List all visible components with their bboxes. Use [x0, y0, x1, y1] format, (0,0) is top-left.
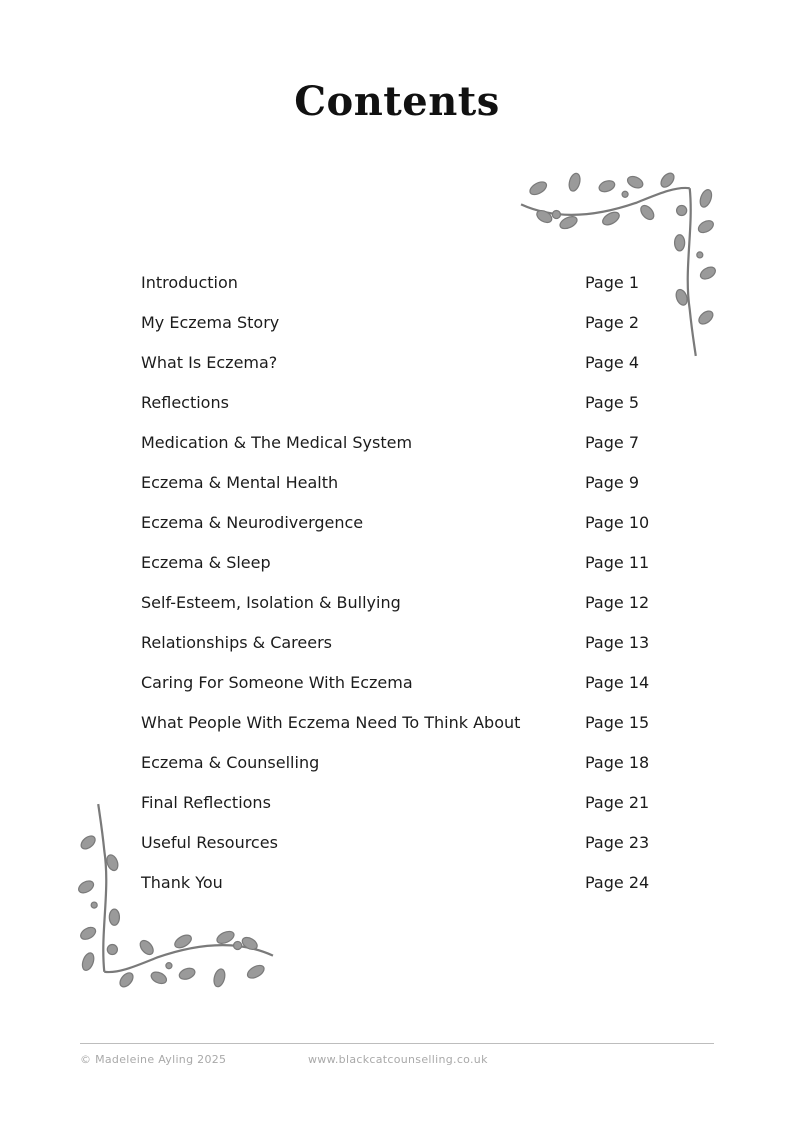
toc-entry-title: Eczema & Counselling: [141, 753, 320, 772]
toc-entry-title: Eczema & Neurodivergence: [141, 513, 364, 532]
toc-entry-page: Page 7: [585, 433, 639, 452]
toc-entry-page: Page 4: [585, 353, 639, 372]
toc-entry: [141, 544, 701, 584]
toc-entry: [141, 744, 701, 784]
toc-entry-title: Eczema & Mental Health: [141, 473, 339, 492]
toc-entry: [141, 264, 701, 304]
toc-entry: [141, 664, 701, 704]
toc-entry-title: What Is Eczema?: [141, 353, 278, 372]
toc-entry: [141, 704, 701, 744]
toc-entry-page: Page 18: [585, 753, 650, 772]
toc-entry-page: Page 24: [585, 873, 650, 892]
footer-copyright: © Madeleine Ayling 2025: [80, 1053, 227, 1066]
vine-corner-bottom-left-icon: [76, 800, 278, 992]
toc-entry: [141, 624, 701, 664]
toc-entry-title: Caring For Someone With Eczema: [141, 673, 413, 692]
toc-entry-page: Page 21: [585, 793, 650, 812]
toc-entry-page: Page 15: [585, 713, 650, 732]
toc-entry-page: Page 2: [585, 313, 639, 332]
toc-entry-page: Page 9: [585, 473, 639, 492]
toc-entry-title: What People With Eczema Need To Think About: [141, 713, 521, 732]
toc-entry-title: My Eczema Story: [141, 313, 280, 332]
toc-entry-page: Page 1: [585, 273, 639, 292]
toc-entry-page: Page 14: [585, 673, 650, 692]
toc-entry-title: Final Reflections: [141, 793, 271, 812]
toc-entry: [141, 504, 701, 544]
toc-entry: [141, 344, 701, 384]
toc-entry-page: Page 5: [585, 393, 639, 412]
toc-entry: [141, 464, 701, 504]
toc-entry: [141, 304, 701, 344]
toc-entry-page: Page 23: [585, 833, 650, 852]
toc-entry: [141, 584, 701, 624]
toc-entry-page: Page 11: [585, 553, 650, 572]
toc-entry-title: Thank You: [141, 873, 223, 892]
toc-entry-title: Introduction: [141, 273, 238, 292]
toc-entry-title: Self-Esteem, Isolation & Bullying: [141, 593, 401, 612]
footer-divider: [80, 1043, 714, 1044]
toc-entry: [141, 384, 701, 424]
toc-entry-page: Page 10: [585, 513, 650, 532]
toc-entry-title: Eczema & Sleep: [141, 553, 271, 572]
page-title: Contents: [294, 78, 500, 125]
toc-entry-title: Medication & The Medical System: [141, 433, 413, 452]
toc-entry-page: Page 12: [585, 593, 650, 612]
toc-entry-title: Relationships & Careers: [141, 633, 333, 652]
footer-website-link[interactable]: www.blackcatcounselling.co.uk: [308, 1053, 488, 1066]
toc-entry-title: Reflections: [141, 393, 229, 412]
toc-entry-title: Useful Resources: [141, 833, 278, 852]
toc-entry-page: Page 13: [585, 633, 650, 652]
toc-entry: [141, 424, 701, 464]
